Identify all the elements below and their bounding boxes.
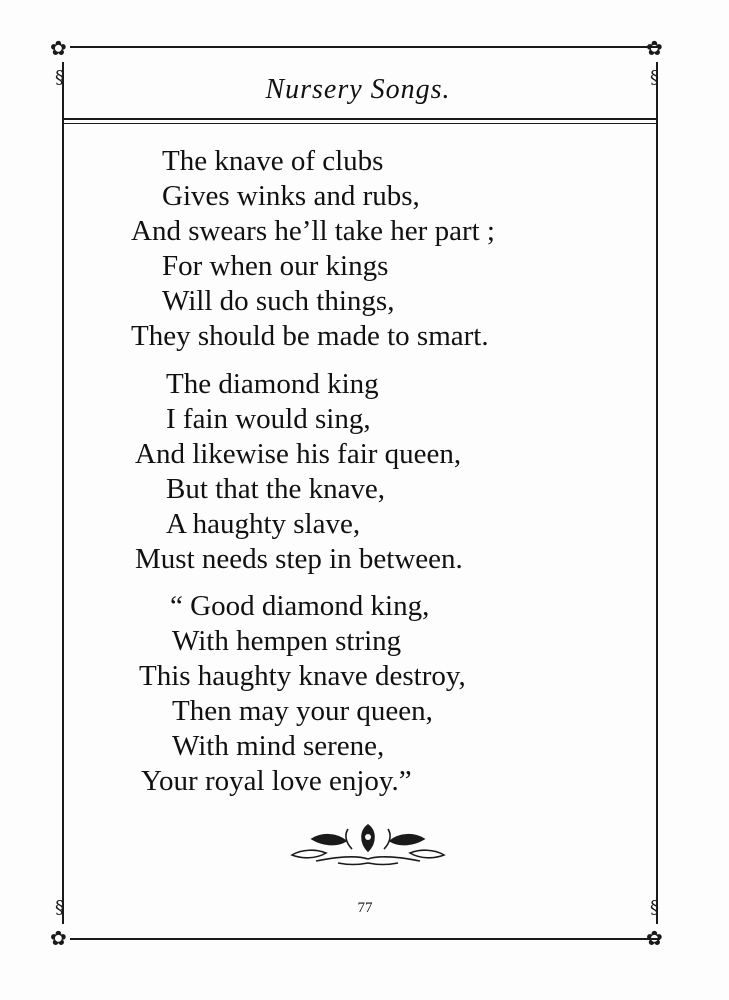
floral-vignette-icon (286, 815, 450, 869)
poem-line: A haughty slave, (166, 508, 361, 540)
right-scroll-top-icon: § (650, 67, 659, 88)
corner-bottom-right-flourish-icon: ✿ (646, 926, 663, 950)
poem-line: Must needs step in between. (135, 543, 463, 575)
poem-line: This haughty knave destroy, (139, 660, 466, 692)
poem-line: With hempen string (172, 625, 402, 657)
poem-line: And swears he’ll take her part ; (131, 215, 495, 247)
poem-line: I fain would sing, (166, 403, 371, 435)
header-rule-upper (62, 118, 658, 120)
page-title: Nursery Songs. (265, 74, 451, 105)
poem-line: Will do such things, (162, 285, 395, 317)
poem-line: Your royal love enjoy.” (141, 765, 412, 797)
frame-right-rule (656, 62, 658, 924)
poem-line: The diamond king (166, 368, 379, 400)
poem-line: Then may your queen, (172, 695, 433, 727)
frame-bottom-rule (70, 938, 660, 940)
running-header (62, 60, 654, 116)
poem-line: “ Good diamond king, (170, 590, 430, 622)
poem-line: They should be made to smart. (131, 320, 489, 352)
poem-line: And likewise his fair queen, (135, 438, 462, 470)
left-scroll-top-icon: § (55, 67, 64, 88)
poem-line: With mind serene, (172, 730, 385, 762)
poem-line: The knave of clubs (162, 145, 384, 177)
right-scroll-bottom-icon: § (650, 897, 659, 918)
page-number: 77 (357, 900, 373, 916)
header-rule-lower (62, 123, 658, 124)
poem-line: Gives winks and rubs, (162, 180, 420, 212)
frame-top-rule (70, 46, 660, 48)
corner-top-right-flourish-icon: ✿ (646, 36, 663, 60)
frame-left-rule (62, 62, 64, 924)
corner-top-left-flourish-icon: ✿ (50, 36, 67, 60)
poem-line: For when our kings (162, 250, 389, 282)
poem-line: But that the knave, (166, 473, 386, 505)
corner-bottom-left-flourish-icon: ✿ (50, 926, 67, 950)
left-scroll-bottom-icon: § (55, 897, 64, 918)
